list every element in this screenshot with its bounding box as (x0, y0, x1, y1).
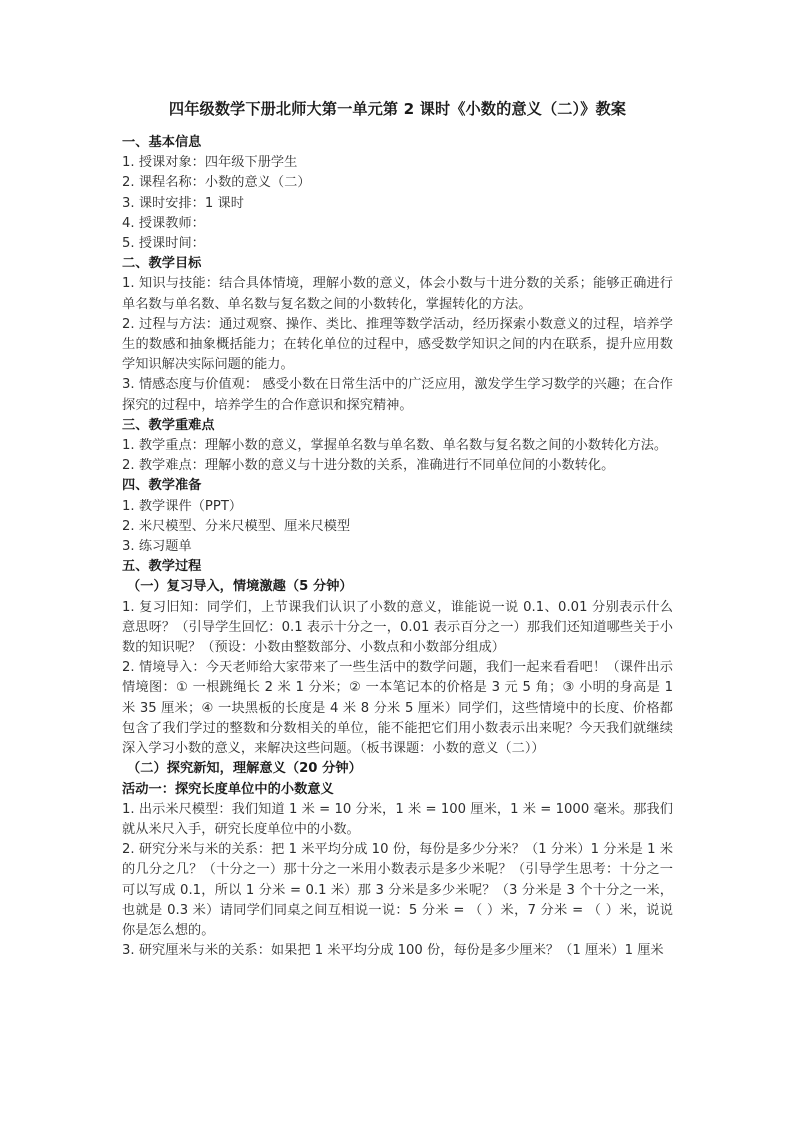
difficult-point: 2. 教学难点：理解小数的意义与十进分数的关系，准确进行不同单位间的小数转化。 (122, 458, 615, 474)
activity-one-step-1: 1. 出示米尺模型：我们知道 1 米 = 10 分米，1 米 = 100 厘米，1 米 = 1000 毫米。那我们就从米尺入手，研究长度单位中的小数。 (122, 801, 673, 837)
objective-attitude-values: 3. 情感态度与价值观： 感受小数在日常生活中的广泛应用，激发学生学习数学的兴趣；在合作探究的过程中，培养学生的合作意识和探究精神。 (122, 377, 673, 413)
section-heading-teaching-process: 五、教学过程 (122, 559, 202, 575)
preparation-item-3: 3. 练习题单 (122, 539, 192, 555)
section-heading-teaching-objectives: 二、教学目标 (122, 256, 202, 272)
section-heading-teaching-preparation: 四、教学准备 (122, 478, 202, 494)
document-content (122, 96, 673, 961)
objective-process-methods: 2. 过程与方法：通过观察、操作、类比、推理等数学活动，经历探索小数意义的过程，培养学生的数感和抽象概括能力；在转化单位的过程中，感受数学知识之间的内在联系，提升应用数学知识解决实际问题的能力。 (122, 316, 673, 373)
preparation-item-1: 1. 教学课件（PPT） (122, 498, 243, 514)
preparation-item-2: 2. 米尺模型、分米尺模型、厘米尺模型 (122, 518, 351, 534)
page-title: 四年级数学下册北师大第一单元第 2 课时《小数的意义（二）》教案 (168, 100, 627, 118)
process-review-old-knowledge: 1. 复习旧知：同学们，上节课我们认识了小数的意义，谁能说一说 0.1、0.01 分别表示什么意思呀？（引导学生回忆：0.1 表示十分之一，0.01 表示百分之一）那我们还知道哪些关于小数的知识呢？（预设：小数由整数部分、小数点和小数部分组成） (122, 599, 673, 656)
basic-info-line-3: 3. 课时安排：1 课时 (122, 195, 244, 211)
section-heading-key-difficult-points: 三、教学重难点 (122, 417, 215, 433)
basic-info-line-1: 1. 授课对象：四年级下册学生 (122, 155, 298, 171)
process-situation-introduction: 2. 情境导入：今天老师给大家带来了一些生活中的数学问题，我们一起来看看吧！（课件出示情境图：① 一根跳绳长 2 米 1 分米；② 一本笔记本的价格是 3 元 5 角；③ 小明的身高是 1 米 35 厘米；④ 一块黑板的长度是 4 米 8 分米 5 厘米）同学们，这些情境中的长度、价格都包含了我们学过的整数和分数相关的单位，能不能把它们用小数表示出来呢？今天我们就继续深入学习小数的意义，来解决这些问题。（板书课题：小数的意义（二）） (122, 660, 673, 757)
activity-one-step-3: 3. 研究厘米与米的关系：如果把 1 米平均分成 100 份，每份是多少厘米？（1 厘米）1 厘米 (122, 943, 664, 959)
activity-one-heading: 活动一：探究长度单位中的小数意义 (122, 781, 334, 797)
objective-knowledge-skills: 1. 知识与技能：结合具体情境，理解小数的意义，体会小数与十进分数的关系；能够正确进行单名数与单名数、单名数与复名数之间的小数转化，掌握转化的方法。 (122, 276, 673, 312)
process-part-one-heading: （一）复习导入，情境激趣（5 分钟） (127, 579, 353, 595)
process-part-two-heading: （二）探究新知，理解意义（20 分钟） (127, 761, 362, 777)
activity-one-step-2: 2. 研究分米与米的关系：把 1 米平均分成 10 份，每份是多少分米？（1 分米）1 分米是 1 米的几分之几？（十分之一）那十分之一米用小数表示是多少米呢？（引导学生思考：十分之一可以写成 0.1，所以 1 分米 = 0.1 米）那 3 分米是多少米呢？（3 分米是 3 个十分之一米，也就是 0.3 米）请同学们同桌之间互相说一说：5 分米 = （ ）米，7 分米 = （ ）米，说说你是怎么想的。 (122, 842, 673, 938)
basic-info-line-4: 4. 授课教师： (122, 215, 205, 231)
basic-info-line-5: 5. 授课时间： (122, 236, 205, 252)
section-heading-basic-info: 一、基本信息 (122, 135, 202, 150)
basic-info-line-2: 2. 课程名称：小数的意义（二） (122, 175, 311, 191)
key-point: 1. 教学重点：理解小数的意义，掌握单名数与单名数、单名数与复名数之间的小数转化方法。 (122, 438, 668, 454)
